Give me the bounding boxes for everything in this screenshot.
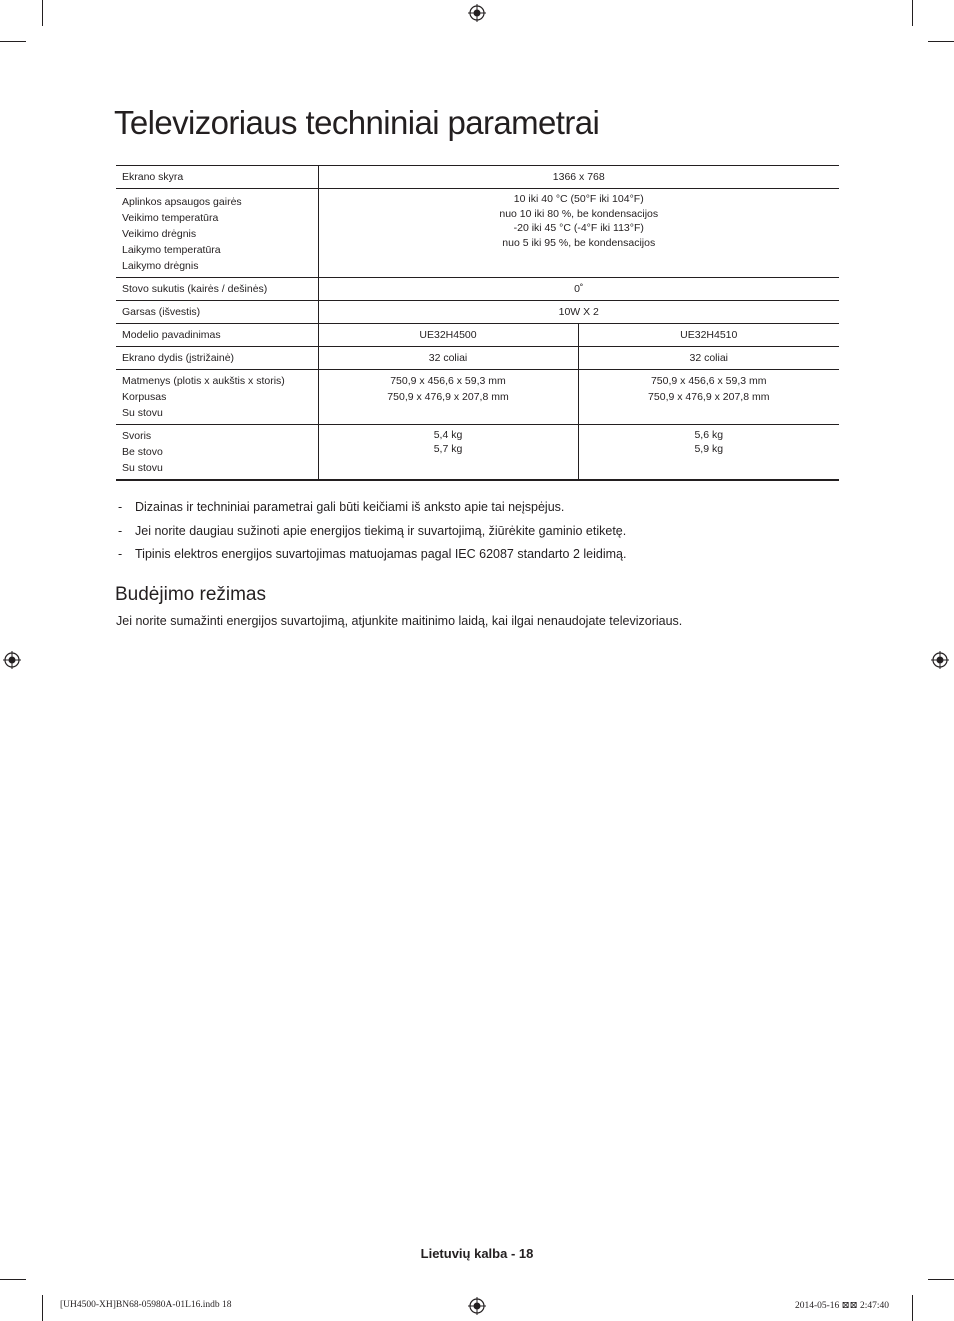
spec-value: nuo 5 iki 95 %, be kondensacijos: [502, 236, 656, 249]
spec-value: 32 coliai: [318, 347, 578, 370]
spec-label: Korpusas: [122, 391, 167, 403]
spec-label: Laikymo drėgnis: [122, 260, 199, 272]
spec-value: 5,6 kg: [694, 429, 724, 441]
page-number: Lietuvių kalba - 18: [420, 1246, 534, 1261]
specifications-table: [116, 165, 839, 481]
registration-mark-icon: [468, 4, 486, 22]
spec-label: Modelio pavadinimas: [116, 324, 318, 347]
crop-mark: [42, 0, 43, 26]
spec-value: 10W X 2: [318, 301, 839, 324]
spec-label: Su stovu: [122, 462, 163, 474]
table-row: [116, 324, 839, 347]
spec-label-group: [116, 370, 318, 425]
note-text: Tipinis elektros energijos suvartojimas matuojamas pagal IEC 62087 standarto 2 leidimą.: [135, 547, 627, 561]
section-text: Jei norite sumažinti energijos suvartojimą, atjunkite maitinimo laidą, kai ilgai nenaudojate televizoriaus.: [116, 614, 683, 628]
table-row: [116, 189, 839, 278]
spec-label: Be stovo: [122, 446, 163, 458]
table-row: [116, 301, 839, 324]
list-item: [116, 545, 856, 569]
spec-value-group: [318, 425, 578, 481]
spec-label: Ekrano skyra: [116, 166, 318, 189]
footer-file: [UH4500-XH]BN68-05980A-01L16.indb 18: [60, 1300, 232, 1310]
section-title: Budėjimo režimas: [115, 584, 266, 605]
spec-value: nuo 10 iki 80 %, be kondensacijos: [499, 207, 659, 220]
spec-value-group: [578, 370, 839, 425]
crop-mark: [928, 1279, 954, 1280]
spec-label: Veikimo drėgnis: [122, 228, 197, 240]
spec-label: Ekrano dydis (įstrižainė): [116, 347, 318, 370]
notes-list: [116, 498, 856, 569]
bullet-dash: -: [118, 523, 123, 538]
page-title: Televizoriaus techniniai parametrai: [114, 104, 600, 141]
spec-value: 32 coliai: [578, 347, 839, 370]
crop-mark: [0, 41, 26, 42]
spec-value: 0˚: [318, 278, 839, 301]
crop-mark: [912, 0, 913, 26]
crop-mark: [928, 41, 954, 42]
bullet-dash: -: [118, 547, 123, 561]
spec-value: -20 iki 45 °C (-4°F iki 113°F): [513, 222, 644, 234]
spec-value-group: [318, 189, 839, 278]
table-row: [116, 278, 839, 301]
spec-value: 750,9 x 456,6 x 59,3 mm: [650, 375, 767, 387]
registration-mark-icon: [931, 651, 949, 669]
spec-label: Veikimo temperatūra: [122, 212, 219, 224]
list-item: [116, 522, 856, 546]
spec-value: 5,7 kg: [433, 443, 463, 455]
spec-value-group: [318, 370, 578, 425]
spec-value: UE32H4500: [318, 324, 578, 347]
spec-label: Svoris: [122, 430, 152, 442]
spec-value: 5,4 kg: [433, 429, 463, 441]
table-row: [116, 166, 839, 189]
spec-label-group: [116, 425, 318, 481]
table-row: [116, 347, 839, 370]
note-text: Jei norite daugiau sužinoti apie energijos tiekimą ir suvartojimą, žiūrėkite gaminio etiketę.: [135, 523, 627, 538]
crop-mark: [912, 1295, 913, 1321]
spec-label: Su stovu: [122, 407, 163, 419]
spec-label: Laikymo temperatūra: [122, 244, 221, 256]
spec-value: 750,9 x 476,9 x 207,8 mm: [648, 391, 770, 403]
crop-mark: [42, 1295, 43, 1321]
spec-value: 1366 x 768: [318, 166, 839, 189]
note-text: Dizainas ir techniniai parametrai gali būti keičiami iš anksto apie tai neįspėjus.: [135, 500, 565, 514]
spec-value-group: [578, 425, 839, 481]
list-item: [116, 498, 856, 522]
spec-label: Matmenys (plotis x aukštis x storis): [122, 375, 285, 387]
spec-label: Garsas (išvestis): [116, 301, 318, 324]
crop-mark: [0, 1279, 26, 1280]
spec-value: 750,9 x 476,9 x 207,8 mm: [387, 391, 509, 403]
registration-mark-icon: [468, 1297, 486, 1315]
bullet-dash: -: [118, 500, 123, 514]
spec-value: UE32H4510: [578, 324, 839, 347]
registration-mark-icon: [3, 651, 21, 669]
spec-label: Stovo sukutis (kairės / dešinės): [116, 278, 318, 301]
table-row: [116, 370, 839, 425]
footer-date: 2014-05-16 ⊠⊠ 2:47:40: [794, 1301, 889, 1311]
spec-value: 10 iki 40 °C (50°F iki 104°F): [513, 193, 644, 205]
spec-label-group: [116, 189, 318, 278]
spec-label: Aplinkos apsaugos gairės: [122, 196, 242, 208]
spec-value: 5,9 kg: [694, 443, 724, 455]
spec-value: 750,9 x 456,6 x 59,3 mm: [390, 375, 506, 387]
table-row: [116, 425, 839, 481]
